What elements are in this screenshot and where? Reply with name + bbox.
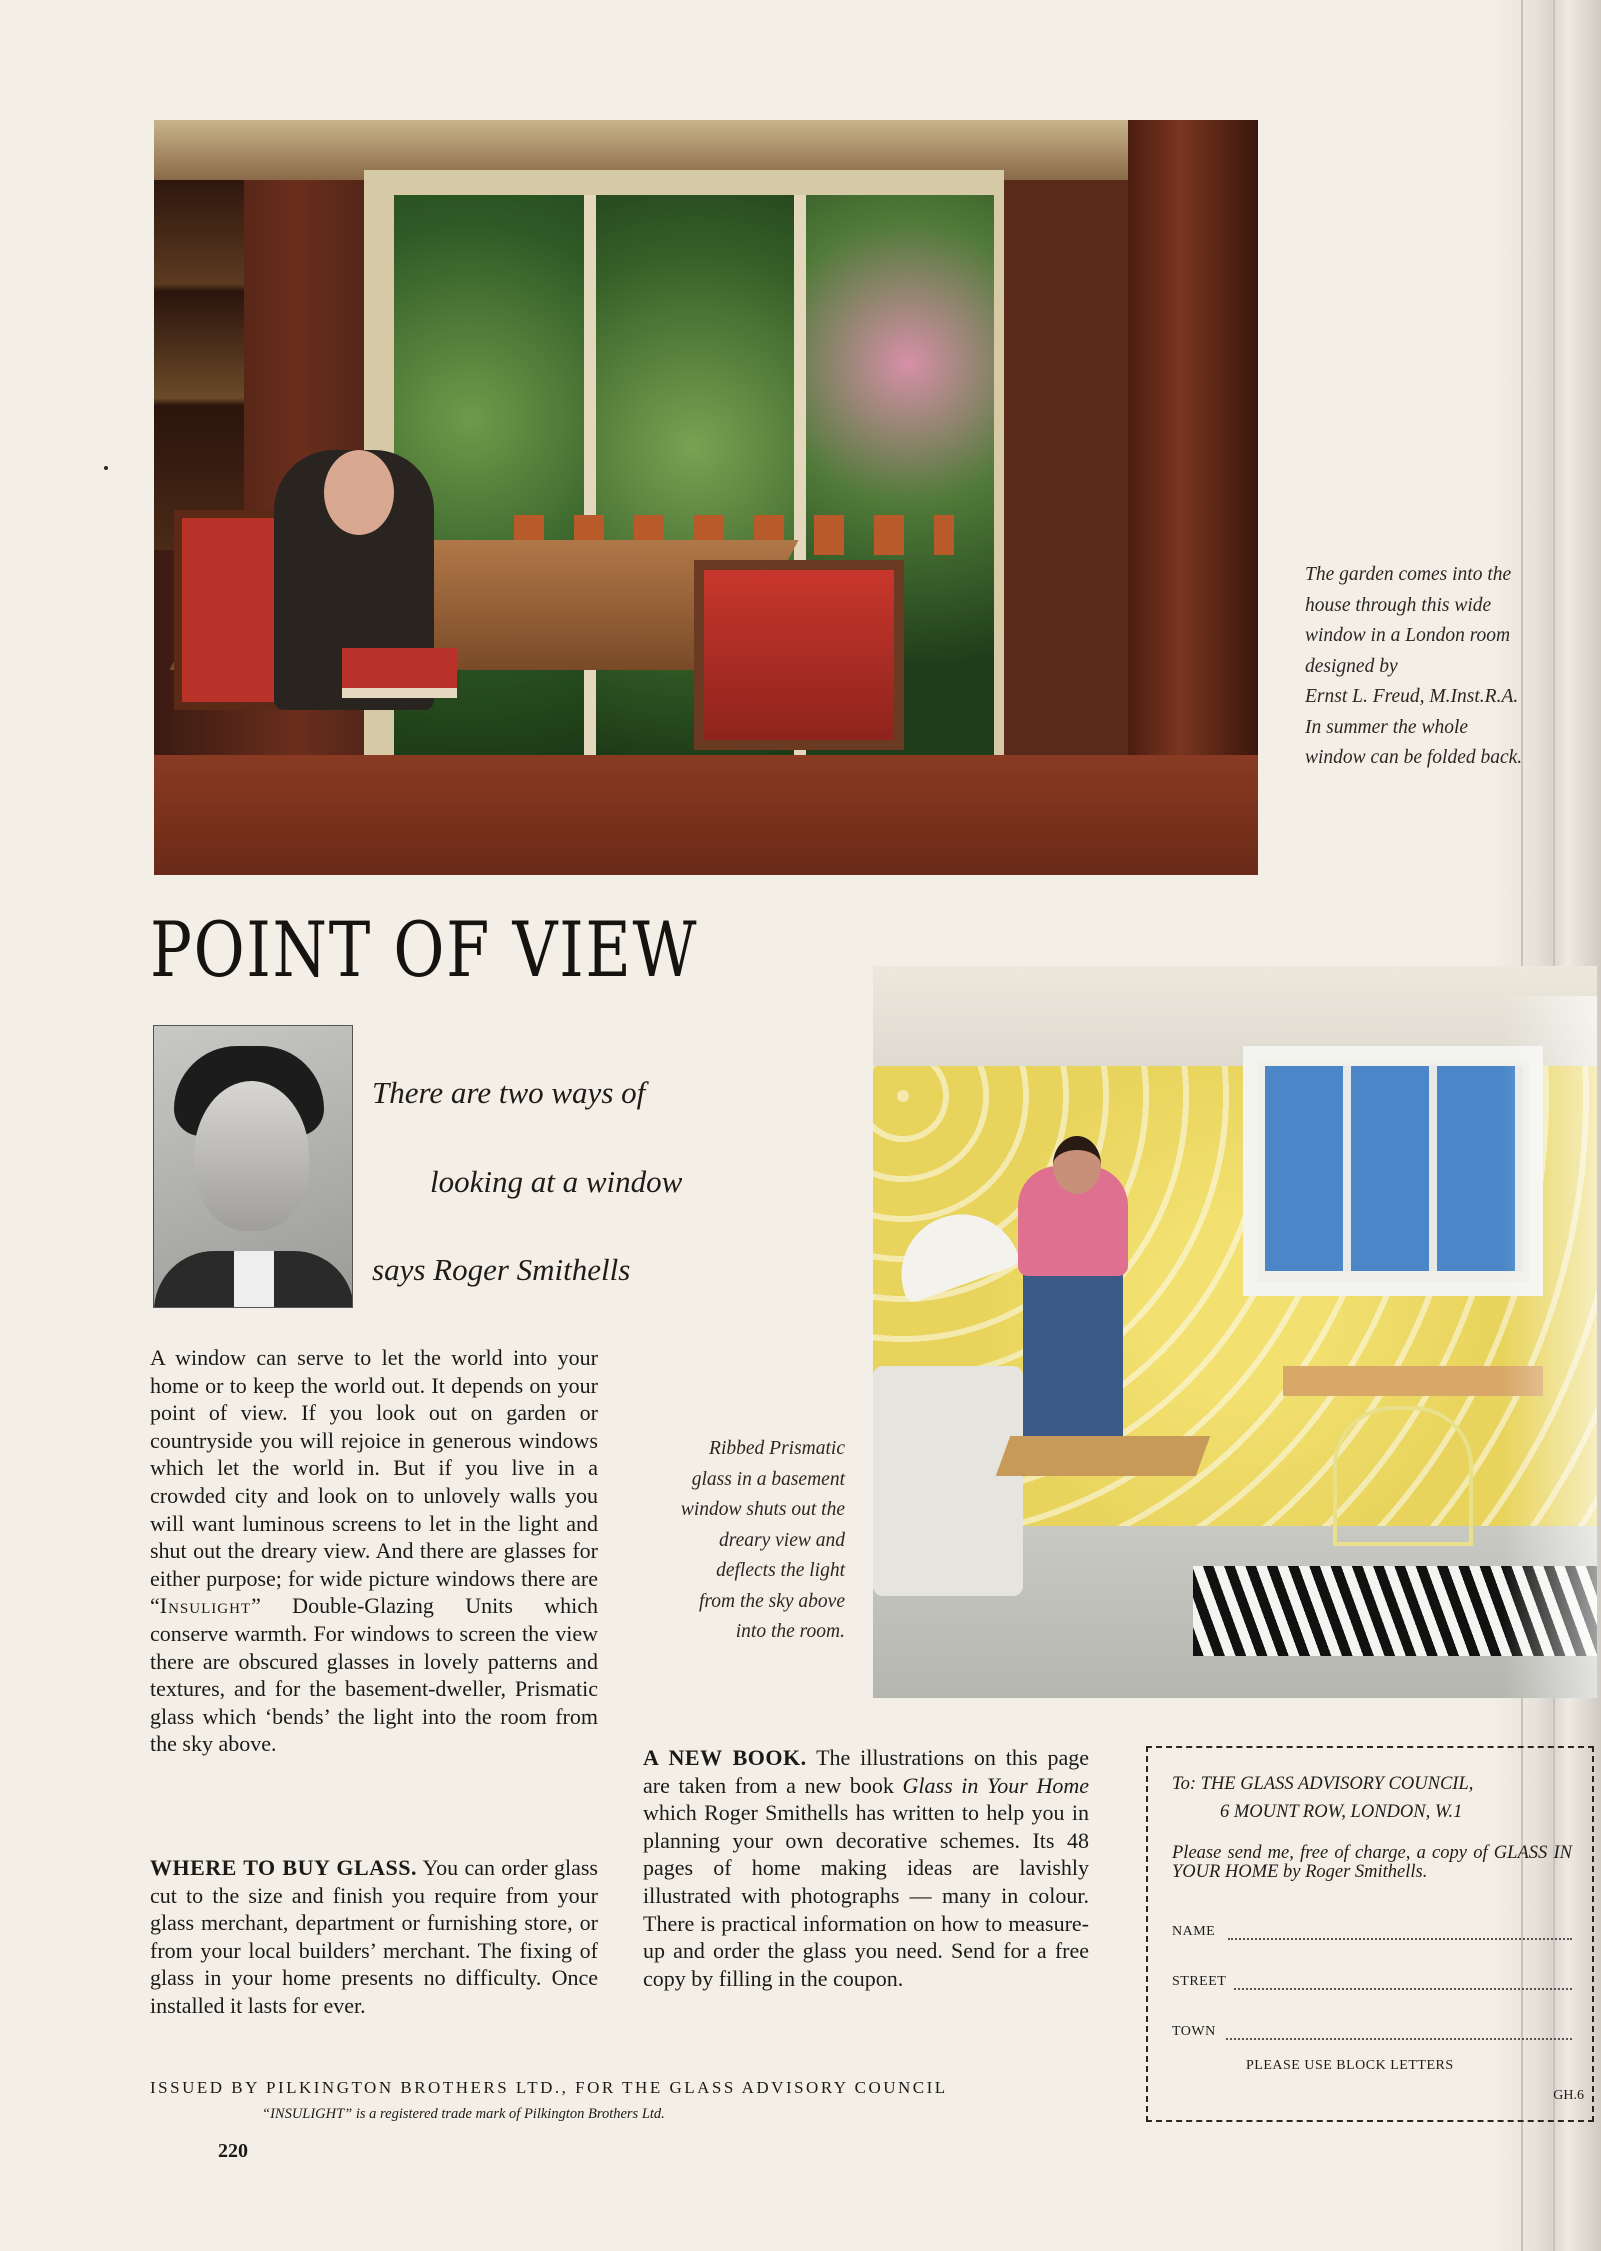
portrait-collar [234, 1251, 274, 1308]
caption-middle [640, 1434, 845, 1648]
caption-line: designed by [1305, 655, 1398, 677]
photo-woman-head [1053, 1136, 1101, 1194]
photo-sofa [873, 1366, 1023, 1596]
photo-bookshelf [154, 170, 244, 550]
photo-study-garden-window [154, 120, 1258, 875]
intro-line-1: There are two ways of [372, 1075, 646, 1110]
caption-line: The garden comes into the [1305, 564, 1512, 585]
portrait-photo [153, 1025, 353, 1308]
text-run: The illustrations on this page are taken from a new book [643, 1745, 1089, 1798]
photo-coffee-table [996, 1436, 1211, 1476]
photo-chair-left [174, 510, 284, 710]
coupon-code: GH.6 [1553, 2088, 1584, 2103]
coupon-town-field[interactable] [1172, 2022, 1572, 2044]
caption-line: deflects the light [716, 1560, 845, 1581]
coupon-address: 6 MOUNT ROW, LONDON, W.1 [1220, 1802, 1463, 1822]
article-where-to-buy [150, 1854, 598, 2020]
coupon-name-field[interactable] [1172, 1922, 1572, 1944]
book-title: Glass in Your Home [902, 1772, 1089, 1798]
coupon-street-label: STREET [1172, 1974, 1227, 1989]
coupon-dotted-line [1226, 2038, 1572, 2040]
trademark-note: “INSULIGHT” is a registered trade mark of Pilkington Brothers Ltd. [262, 2106, 665, 2122]
photo-man-head [324, 450, 394, 535]
text-run: which Roger Smithells has written to help you in planning your own decorative schemes. Its 48 pages of home making ideas are lavishly illustrated with photographs — many in colour. There is practical information on how to measure-up and order the glass you need. Send for a free copy by filling in the coupon. [643, 1800, 1089, 1991]
coupon-dotted-line [1234, 1988, 1572, 1990]
intro-line-3: says Roger Smithells [372, 1252, 631, 1287]
section-lead: WHERE TO BUY GLASS. [150, 1855, 417, 1880]
photo-mullion [584, 195, 596, 755]
article-paragraph-1 [150, 1344, 598, 1758]
caption-line: window shuts out the [680, 1499, 845, 1520]
coupon-dotted-line [1228, 1938, 1572, 1940]
brand-insulight: Insulight [159, 1593, 252, 1619]
caption-line: Ernst L. Freud, M.Inst.R.A. [1305, 686, 1519, 707]
text-run: A window can serve to let the world into your home or to keep the world out. It depends on your point of view. If you look out on garden or countryside you will rejoice in generous windows which let the world in. But if you live in a crowded city and look on to unlovely walls you will want luminous screens to let in the light and shut out the dreary view. And there are glasses for either purpose; for wide picture windows there are “ [150, 1345, 598, 1619]
caption-line: dreary view and [719, 1529, 845, 1551]
coupon-recipient: To: THE GLASS ADVISORY COUNCIL, [1172, 1774, 1474, 1794]
photo-prismatic-glass [1265, 1066, 1523, 1271]
article-new-book [643, 1744, 1089, 1992]
text-run: ” Double-Glazing Units which conserve warmth. For windows to screen the view there are obscured glasses in lovely patterns and textures, and for the basement-dweller, Prismatic glass which ‘bends’ the light into the room from the sky above. [150, 1593, 598, 1757]
coupon-name-label: NAME [1172, 1924, 1216, 1939]
issued-by-line: ISSUED BY PILKINGTON BROTHERS LTD., FOR THE GLASS ADVISORY COUNCIL [150, 2078, 948, 2097]
intro-line-2: looking at a window [430, 1164, 683, 1199]
text-run: You can order glass cut to the size and finish you require from your glass merchant, department or furnishing store, or from your local builders’ merchant. The fixing of glass in your home presents no difficulty. Once installed it lasts for ever. [150, 1855, 598, 2018]
caption-line: Ribbed Prismatic [709, 1438, 845, 1459]
section-lead: A NEW BOOK. [643, 1745, 807, 1770]
page-number: 220 [218, 2140, 248, 2162]
caption-line: window can be folded back. [1305, 747, 1523, 768]
photo-basement-room [873, 966, 1597, 1698]
caption-line: house through this wide [1305, 594, 1492, 616]
photo-chair-right [694, 560, 904, 750]
caption-line: into the room. [735, 1621, 845, 1642]
caption-line: window in a London room [1305, 625, 1511, 646]
coupon-street-field[interactable] [1172, 1972, 1572, 1994]
page-title: POINT OF VIEW [150, 905, 699, 994]
coupon-request: Please send me, free of charge, a copy of GLASS IN YOUR HOME by Roger Smithells. [1172, 1843, 1572, 1882]
caption-line: glass in a basement [691, 1468, 845, 1490]
portrait-face [194, 1081, 309, 1231]
coupon-town-label: TOWN [1172, 2024, 1216, 2039]
photo-wire-chair [1333, 1406, 1473, 1546]
order-coupon [1146, 1746, 1594, 2122]
caption-line: In summer the whole [1305, 716, 1469, 738]
stray-mark [104, 466, 108, 470]
caption-line: from the sky above [698, 1590, 845, 1612]
photo-glare [1503, 996, 1597, 1698]
photo-floor [154, 755, 1258, 875]
photo-book [342, 648, 457, 698]
coupon-block-letters-note: PLEASE USE BLOCK LETTERS [1246, 2058, 1454, 2073]
photo-woman-skirt [1023, 1266, 1123, 1446]
caption-top [1305, 560, 1595, 774]
